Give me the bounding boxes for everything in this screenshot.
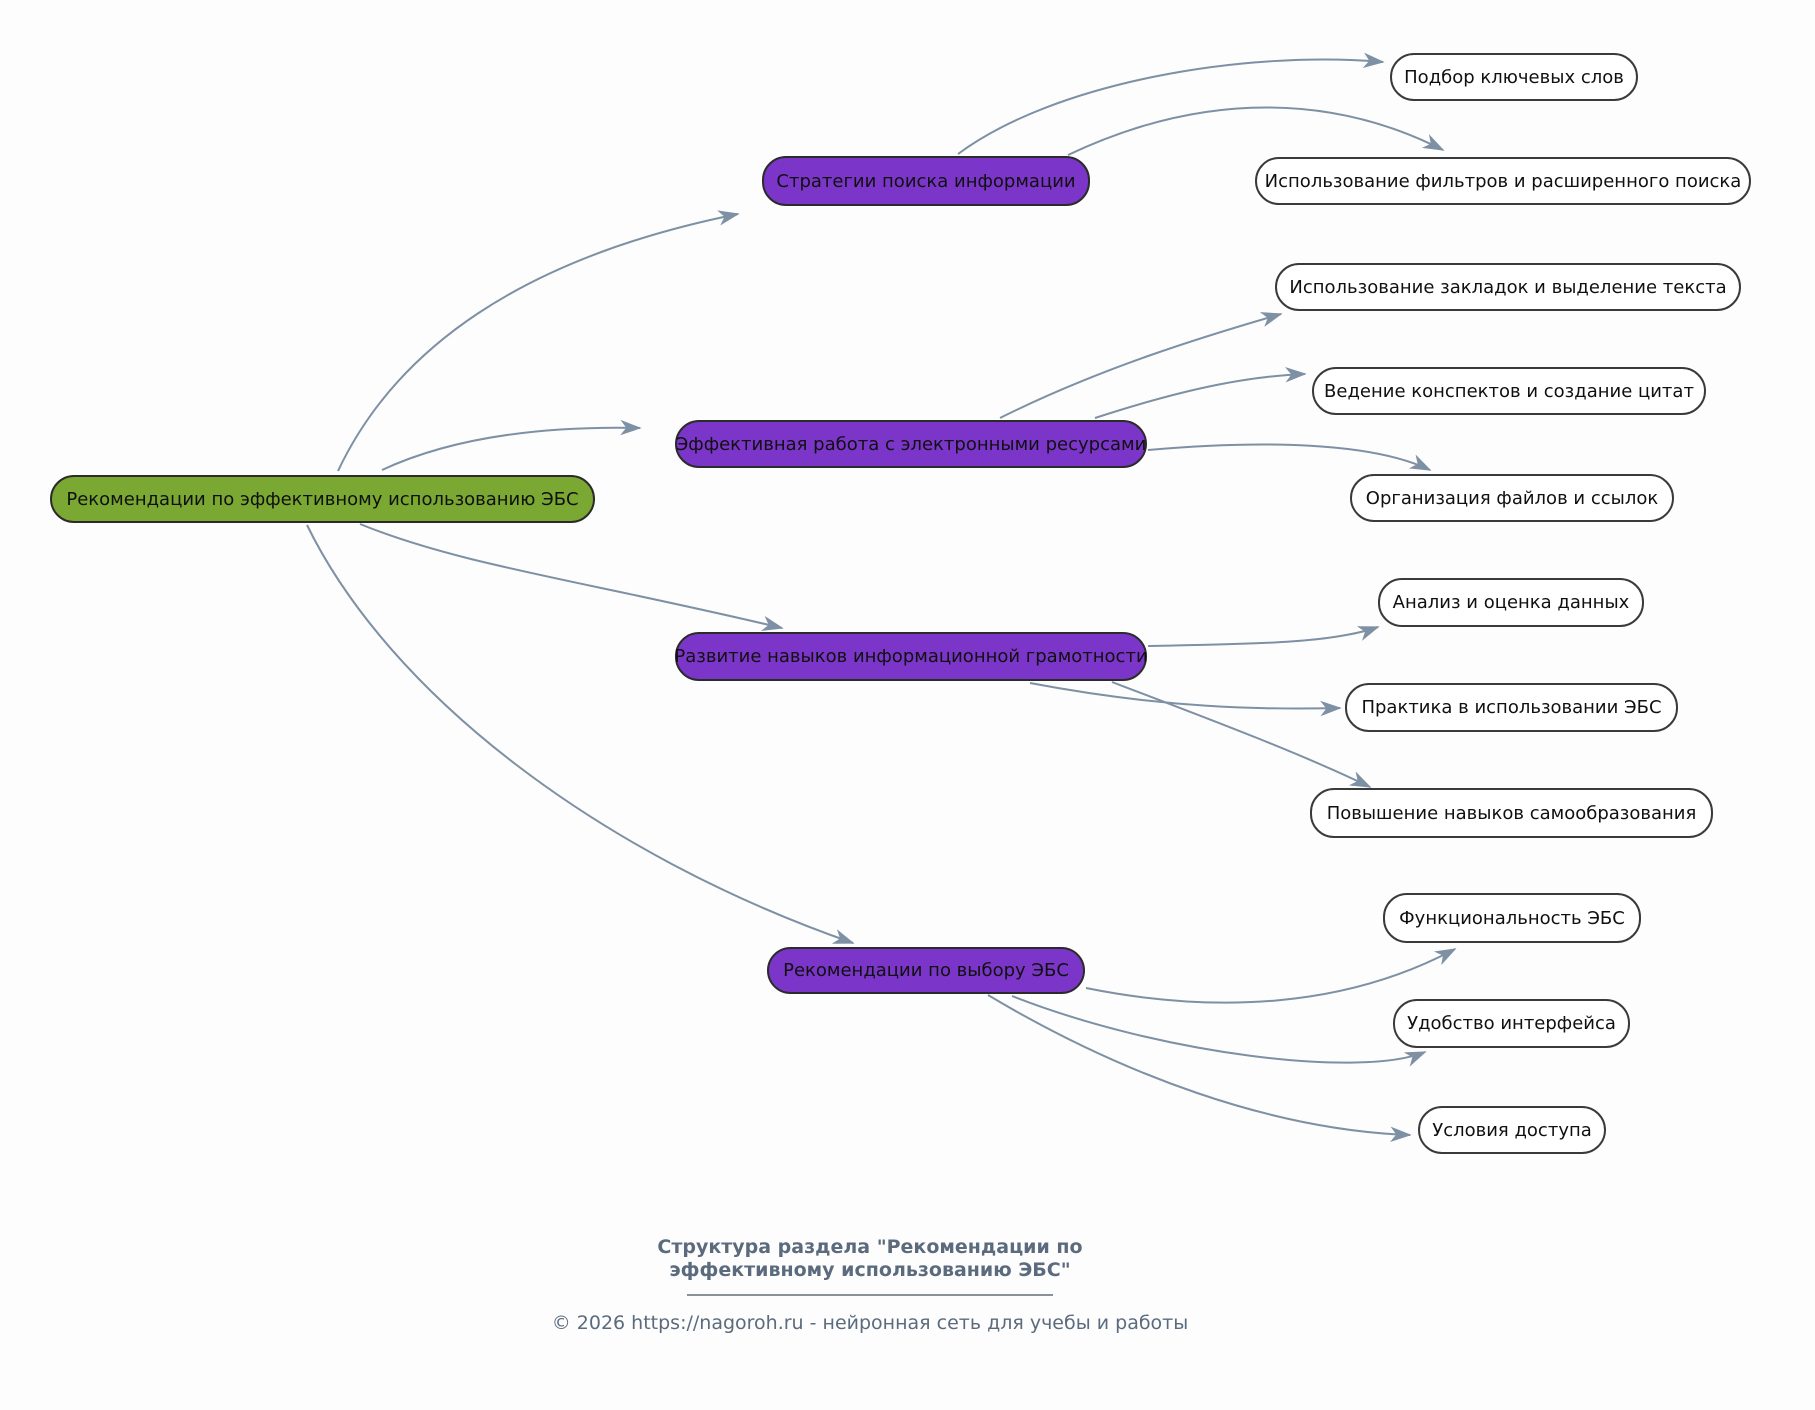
edge-root-branch3 (360, 524, 782, 628)
leaf-node-access-conditions[interactable]: Условия доступа (1418, 1106, 1606, 1154)
leaf-node-data-analysis[interactable]: Анализ и оценка данных (1378, 578, 1644, 627)
leaf-node-ebs-functionality[interactable]: Функциональность ЭБС (1383, 893, 1641, 943)
leaf-node-files-links-organization[interactable]: Организация файлов и ссылок (1350, 474, 1674, 522)
branch-node-search-strategies[interactable]: Стратегии поиска информации (762, 156, 1090, 206)
caption-title (570, 1236, 1170, 1282)
caption (570, 1236, 1170, 1296)
leaf-node-keyword-selection[interactable]: Подбор ключевых слов (1390, 53, 1638, 101)
caption-title-line1: Структура раздела "Рекомендации по (657, 1236, 1083, 1258)
edge-root-branch2 (382, 428, 640, 470)
leaf-node-interface-usability[interactable]: Удобство интерфейса (1393, 999, 1630, 1048)
edge-branch3-leaf2 (1030, 683, 1340, 709)
edge-branch1-leaf2 (1068, 108, 1443, 156)
copyright-text: © 2026 https://nagoroh.ru - нейронная сеть для учебы и работы (551, 1312, 1189, 1334)
leaf-node-filters-advanced-search[interactable]: Использование фильтров и расширенного поиска (1255, 157, 1751, 205)
branch-node-information-literacy[interactable]: Развитие навыков информационной грамотности (675, 632, 1147, 681)
caption-title-line2: эффективному использованию ЭБС" (669, 1259, 1071, 1281)
edge-branch2-leaf1 (1000, 314, 1281, 418)
edge-branch4-leaf1 (1086, 949, 1455, 1003)
edge-branch1-leaf1 (958, 60, 1383, 154)
branch-node-ebs-selection[interactable]: Рекомендации по выбору ЭБС (767, 947, 1085, 994)
edge-branch2-leaf2 (1095, 374, 1305, 418)
edge-branch4-leaf2 (1012, 996, 1425, 1063)
leaf-node-ebs-practice[interactable]: Практика в использовании ЭБС (1345, 683, 1678, 732)
root-node[interactable]: Рекомендации по эффективному использованию ЭБС (50, 475, 595, 523)
edge-branch4-leaf3 (988, 995, 1410, 1135)
branch-node-eresources-work[interactable]: Эффективная работа с электронными ресурсами (675, 420, 1147, 468)
edge-root-branch4 (307, 525, 853, 943)
leaf-node-bookmarks-highlighting[interactable]: Использование закладок и выделение текста (1275, 263, 1741, 311)
edge-branch3-leaf1 (1148, 627, 1378, 646)
edge-branch2-leaf3 (1148, 445, 1430, 470)
leaf-node-notes-citations[interactable]: Ведение конспектов и создание цитат (1312, 367, 1706, 415)
edge-branch3-leaf3 (1112, 682, 1370, 787)
caption-divider (687, 1294, 1053, 1296)
leaf-node-self-education-skills[interactable]: Повышение навыков самообразования (1310, 788, 1713, 838)
